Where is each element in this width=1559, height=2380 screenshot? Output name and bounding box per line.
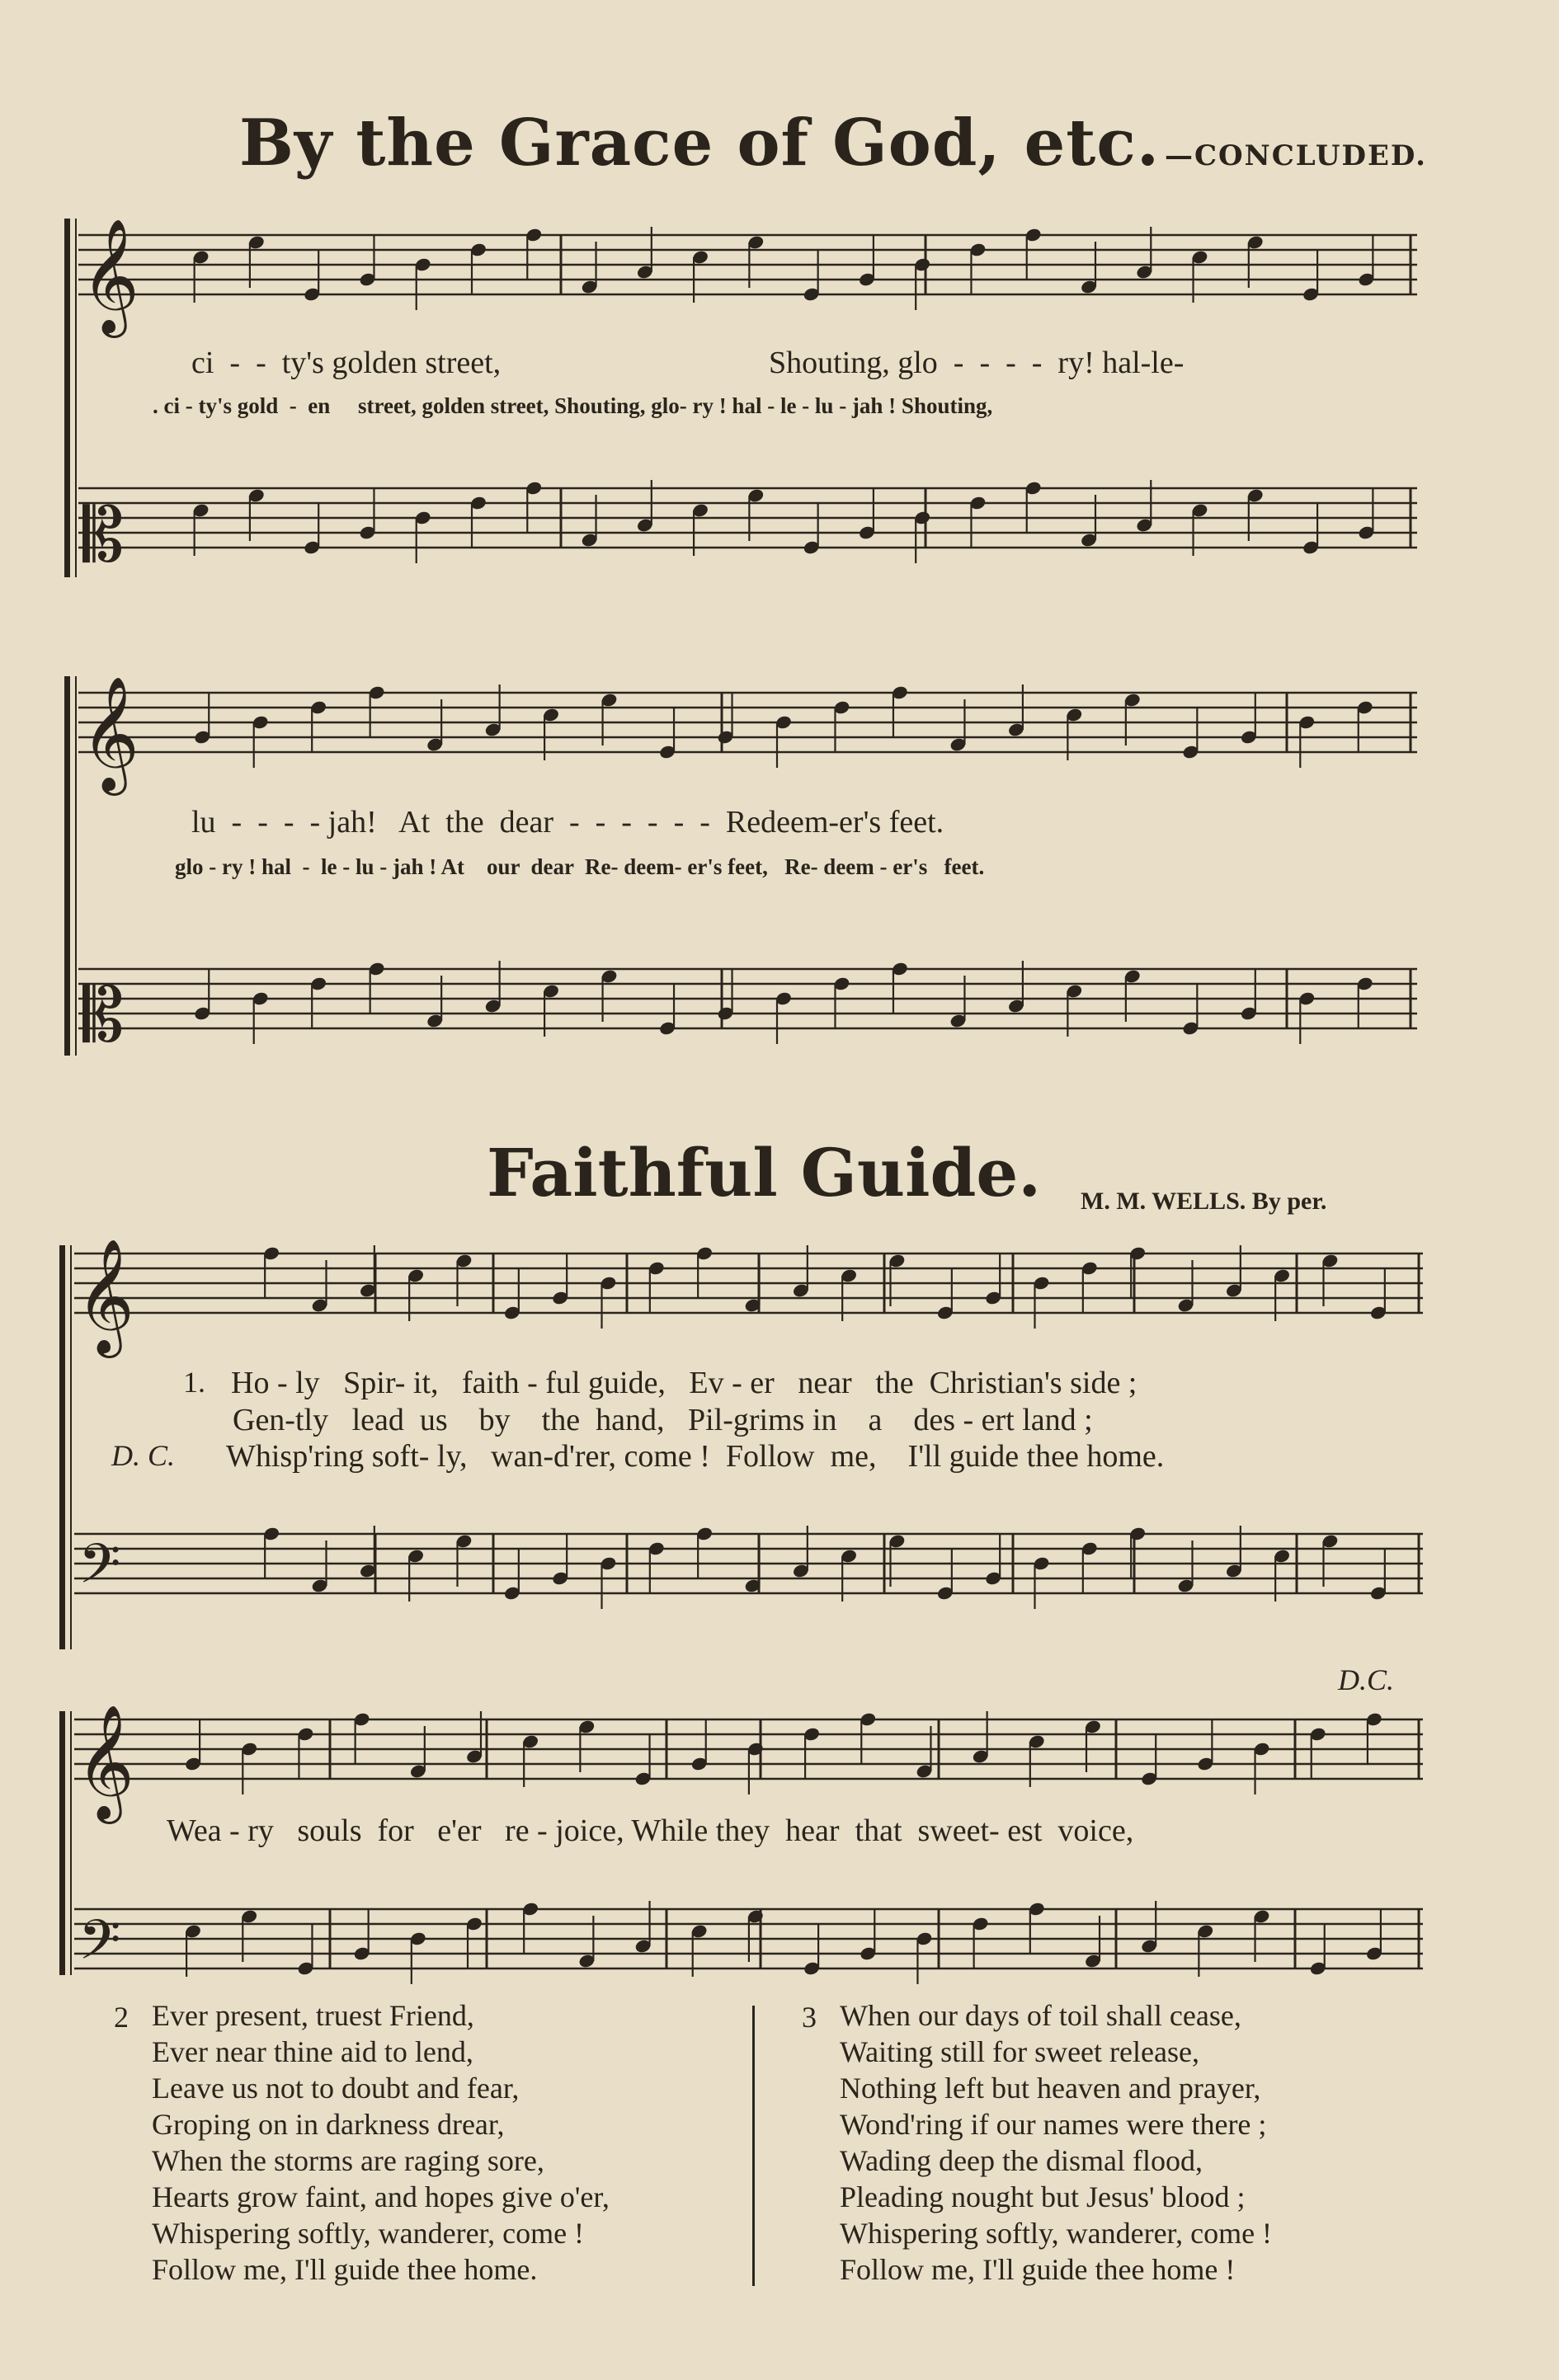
verse2-line: Leave us not to doubt and fear, (152, 2072, 520, 2105)
treble-clef: 𝄞 (81, 219, 139, 333)
verse2-line: Ever near thine aid to lend, (152, 2035, 473, 2068)
verse3-line: Wading deep the dismal flood, (840, 2144, 1203, 2177)
bass-clef: 𝄢 (78, 1908, 121, 1985)
hymn1-sys1-lyric-alt: . ci - ty's gold - en street, golden street, Shouting, glo- ry ! hal - le - lu - jah ! Shouting, (153, 393, 993, 418)
hymn1-sys2-lyric-alt: glo - ry ! hal - le - lu - jah ! At our dear Re- deem- er's feet, Re- deem - er's feet. (175, 854, 985, 879)
verse2-line: When the storms are raging sore, (152, 2144, 544, 2177)
hymn1-sys1-lyric-b: Shouting, glo - - - - ry! hal-le- (769, 346, 1185, 380)
hymn2-sys1-dc: D. C. (111, 1439, 176, 1472)
verse3-line: Pleading nought but Jesus' blood ; (840, 2180, 1246, 2213)
system-brace (59, 1245, 65, 1649)
hymn2-sys2-lyric: Wea - ry souls for e'er re - joice, While they hear that sweet- est voice, (167, 1813, 1134, 1848)
verse3-line: Follow me, I'll guide thee home ! (840, 2253, 1236, 2286)
treble-clef: 𝄞 (81, 676, 139, 791)
verse3-text (840, 1997, 1272, 2288)
hymn1-title-text: By the Grace of God, etc. (239, 106, 1160, 181)
system-brace (59, 1711, 65, 1975)
verse3-number: 3 (802, 2001, 817, 2034)
verse2-number: 2 (114, 2001, 129, 2034)
verse2-line: Whispering softly, wanderer, come ! (152, 2217, 585, 2250)
verse3-line: Wond'ring if our names were there ; (840, 2108, 1267, 2141)
bass-clef: 𝄢 (78, 1532, 121, 1609)
hymn2-title: Faithful Guide. (487, 1134, 1042, 1211)
hymn2-sys1-line1: Ho - ly Spir- it, faith - ful guide, Ev - er near the Christian's side ; (231, 1366, 1137, 1400)
hymn1-sys2-lyric: lu - - - - jah! At the dear - - - - - - Redeem-er's feet. (191, 805, 944, 840)
verse2-line: Follow me, I'll guide thee home. (152, 2253, 538, 2286)
verse2-line: Ever present, truest Friend, (152, 1999, 474, 2032)
verse2-text (152, 1997, 610, 2288)
alto-clef: 𝄡 (82, 972, 125, 1059)
verse3-line: Waiting still for sweet release, (840, 2035, 1199, 2068)
verse3-line: When our days of toil shall cease, (840, 1999, 1241, 2032)
hymn2-sys1-line2: Gen-tly lead us by the hand, Pil-grims in a des - ert land ; (233, 1403, 1093, 1437)
hymn2-sys1-line3: Whisp'ring soft- ly, wan-d'rer, come ! Follow me, I'll guide thee home. (226, 1439, 1165, 1474)
hymn2-sys2-dc: D.C. (1338, 1663, 1395, 1696)
alto-clef: 𝄡 (82, 492, 125, 579)
system-brace (64, 219, 70, 577)
hymn2-composer: M. M. WELLS. By per. (1081, 1188, 1327, 1215)
hymn2-verse-number: 1. (183, 1366, 205, 1399)
verse2-line: Hearts grow faint, and hopes give o'er, (152, 2180, 610, 2213)
verse3-line: Nothing left but heaven and prayer, (840, 2072, 1261, 2105)
treble-clef: 𝄞 (76, 1705, 134, 1819)
verse3-line: Whispering softly, wanderer, come ! (840, 2217, 1273, 2250)
verse-divider (752, 2006, 755, 2286)
treble-clef: 𝄞 (76, 1239, 134, 1353)
system-brace (64, 676, 70, 1056)
hymn1-sys1-lyric-a: ci - - ty's golden street, (191, 346, 502, 380)
hymn1-concluded-label: —CONCLUDED. (1164, 139, 1428, 172)
verse2-line: Groping on in darkness drear, (152, 2108, 505, 2141)
